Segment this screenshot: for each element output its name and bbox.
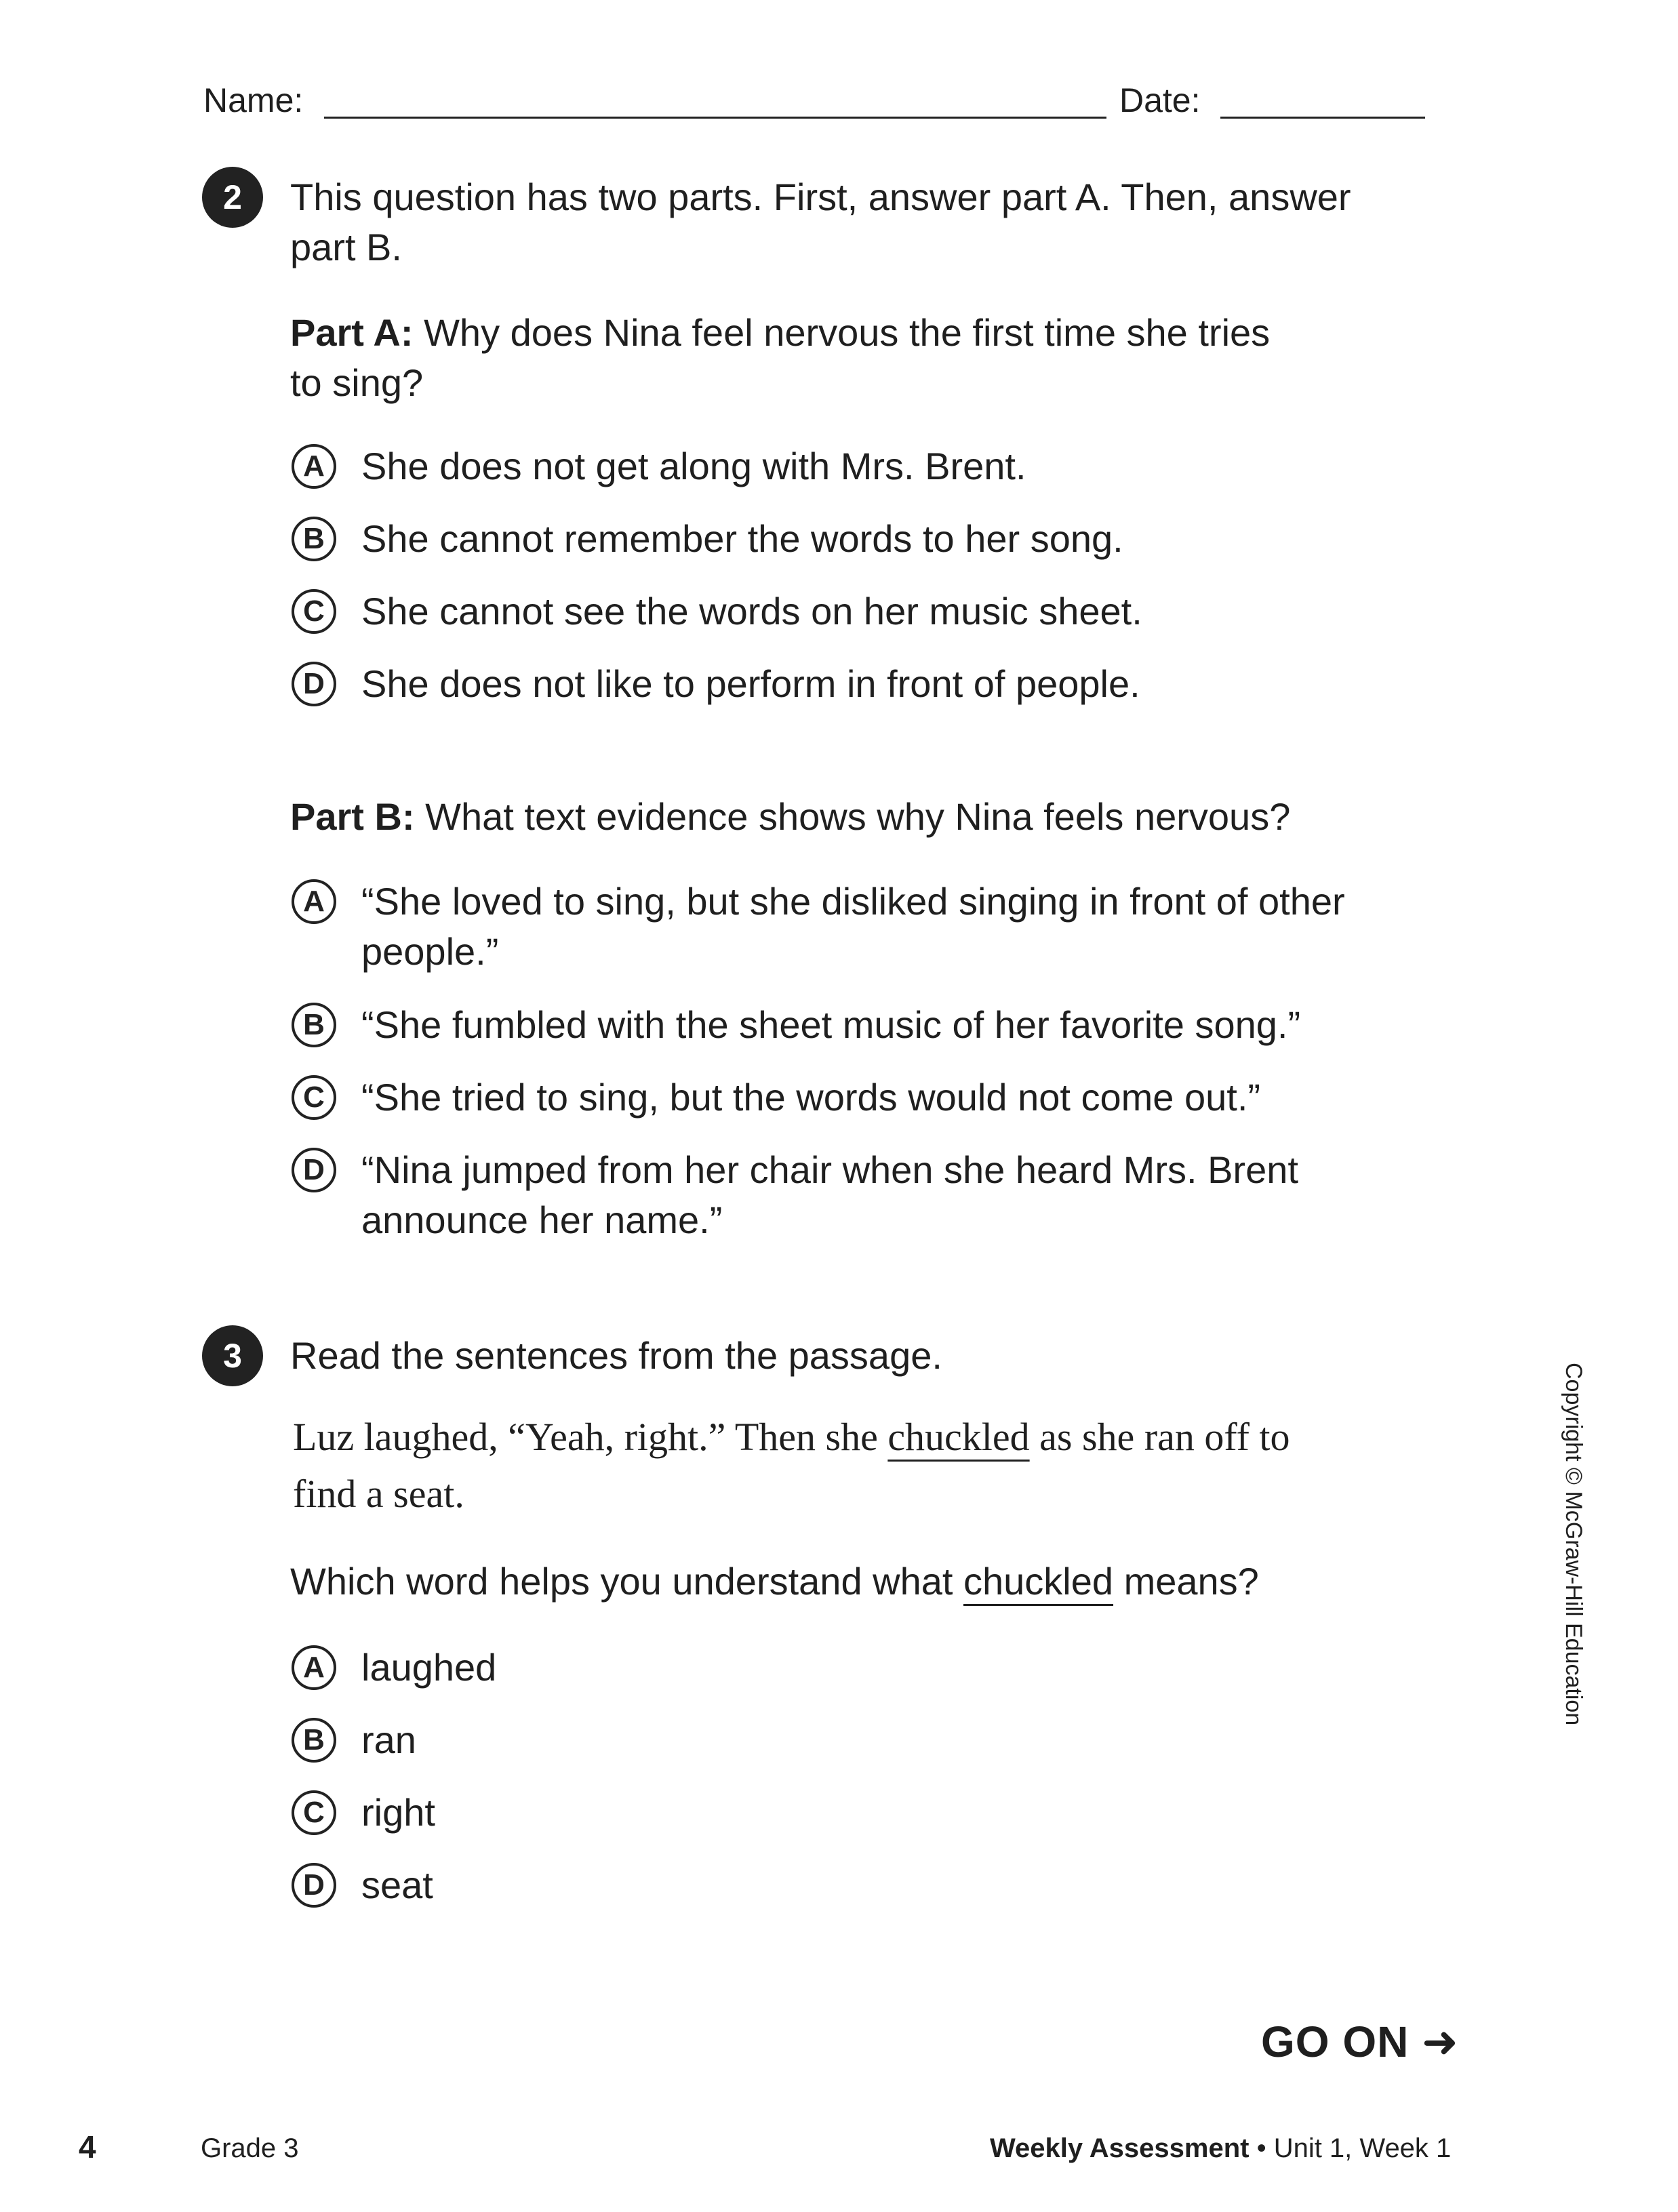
grade-label: Grade 3 [201, 2133, 299, 2163]
part-b-question-text: What text evidence shows why Nina feels nervous? [425, 795, 1291, 838]
footer-bullet: • [1249, 2133, 1274, 2163]
part-a-option-b-text: She cannot remember the words to her song. [361, 517, 1123, 560]
q3-option-a-bubble[interactable]: A [292, 1645, 336, 1690]
question-2-number-badge: 2 [202, 167, 263, 228]
part-a-option-c-text: She cannot see the words on her music sheet. [361, 590, 1142, 632]
part-b-option-d-bubble[interactable]: D [292, 1148, 336, 1192]
go-on-label: GO ON [1261, 2017, 1410, 2066]
part-a-option-d-text: She does not like to perform in front of people. [361, 662, 1140, 705]
part-a-label: Part A: [290, 311, 414, 354]
passage-underlined-word: chuckled [887, 1415, 1030, 1459]
question-3-underlined-word: chuckled [963, 1560, 1114, 1603]
copyright-notice: Copyright © McGraw-Hill Education [1561, 1363, 1586, 1726]
q3-option-c-text: right [361, 1791, 435, 1834]
question-3-question-after: means? [1113, 1560, 1259, 1603]
passage-text-before: Luz laughed, “Yeah, right.” Then she [293, 1415, 888, 1459]
part-b-option-a-bubble[interactable]: A [292, 879, 336, 924]
part-b-option-d-line1: “Nina jumped from her chair when she heard Mrs. Brent [361, 1148, 1298, 1191]
question-2-prompt-line2: part B. [290, 226, 402, 268]
q3-option-d-text: seat [361, 1864, 433, 1906]
date-field-line[interactable] [1220, 117, 1425, 119]
part-a-question-line2: to sing? [290, 361, 424, 404]
part-b-option-c-text: “She tried to sing, but the words would not come out.” [361, 1076, 1261, 1119]
question-2-prompt-line1: This question has two parts. First, answer part A. Then, answer [290, 176, 1351, 218]
assessment-title: Weekly Assessment [990, 2133, 1250, 2163]
question-3-prompt: Read the sentences from the passage. [290, 1334, 942, 1377]
unit-week: Unit 1, Week 1 [1273, 2133, 1452, 2163]
part-a-option-a-text: She does not get along with Mrs. Brent. [361, 445, 1026, 487]
q3-option-d-bubble[interactable]: D [292, 1863, 336, 1908]
passage-line2: find a seat. [293, 1472, 464, 1516]
question-3-question-before: Which word helps you understand what [290, 1560, 963, 1603]
part-a-option-d-bubble[interactable]: D [292, 662, 336, 706]
part-b-label: Part B: [290, 795, 415, 838]
part-b-option-b-text: “She fumbled with the sheet music of her favorite song.” [361, 1003, 1301, 1046]
part-b-option-d-line2: announce her name.” [361, 1199, 723, 1241]
part-b-option-d-text [361, 1145, 1298, 1245]
passage-text-after: as she ran off to [1029, 1415, 1290, 1459]
arrow-right-icon: ➜ [1422, 2017, 1459, 2066]
page-number: 4 [79, 2129, 96, 2165]
date-label: Date: [1119, 81, 1201, 119]
name-label: Name: [203, 81, 304, 119]
part-b-question [290, 792, 1290, 842]
name-field-line[interactable] [324, 117, 1106, 119]
q3-option-b-text: ran [361, 1718, 416, 1761]
part-a-option-a-bubble[interactable]: A [292, 444, 336, 489]
q3-option-b-bubble[interactable]: B [292, 1718, 336, 1763]
question-2-prompt [290, 172, 1351, 273]
q3-option-a-text: laughed [361, 1646, 497, 1689]
part-b-option-a-line1: “She loved to sing, but she disliked singing in front of other [361, 880, 1345, 923]
part-a-option-c-bubble[interactable]: C [292, 589, 336, 634]
question-3-number-badge: 3 [202, 1325, 263, 1386]
part-a-option-b-bubble[interactable]: B [292, 517, 336, 561]
part-b-option-c-bubble[interactable]: C [292, 1075, 336, 1120]
part-b-option-b-bubble[interactable]: B [292, 1003, 336, 1047]
part-b-option-a-text [361, 877, 1345, 977]
part-b-option-a-line2: people.” [361, 930, 499, 973]
part-a-question [290, 308, 1270, 408]
go-on-indicator [1261, 2017, 1459, 2068]
part-a-question-line1: Why does Nina feel nervous the first time she tries [424, 311, 1271, 354]
q3-option-c-bubble[interactable]: C [292, 1790, 336, 1835]
footer-assessment-info [990, 2133, 1451, 2164]
passage-excerpt [293, 1409, 1290, 1523]
question-3-question [290, 1556, 1259, 1607]
